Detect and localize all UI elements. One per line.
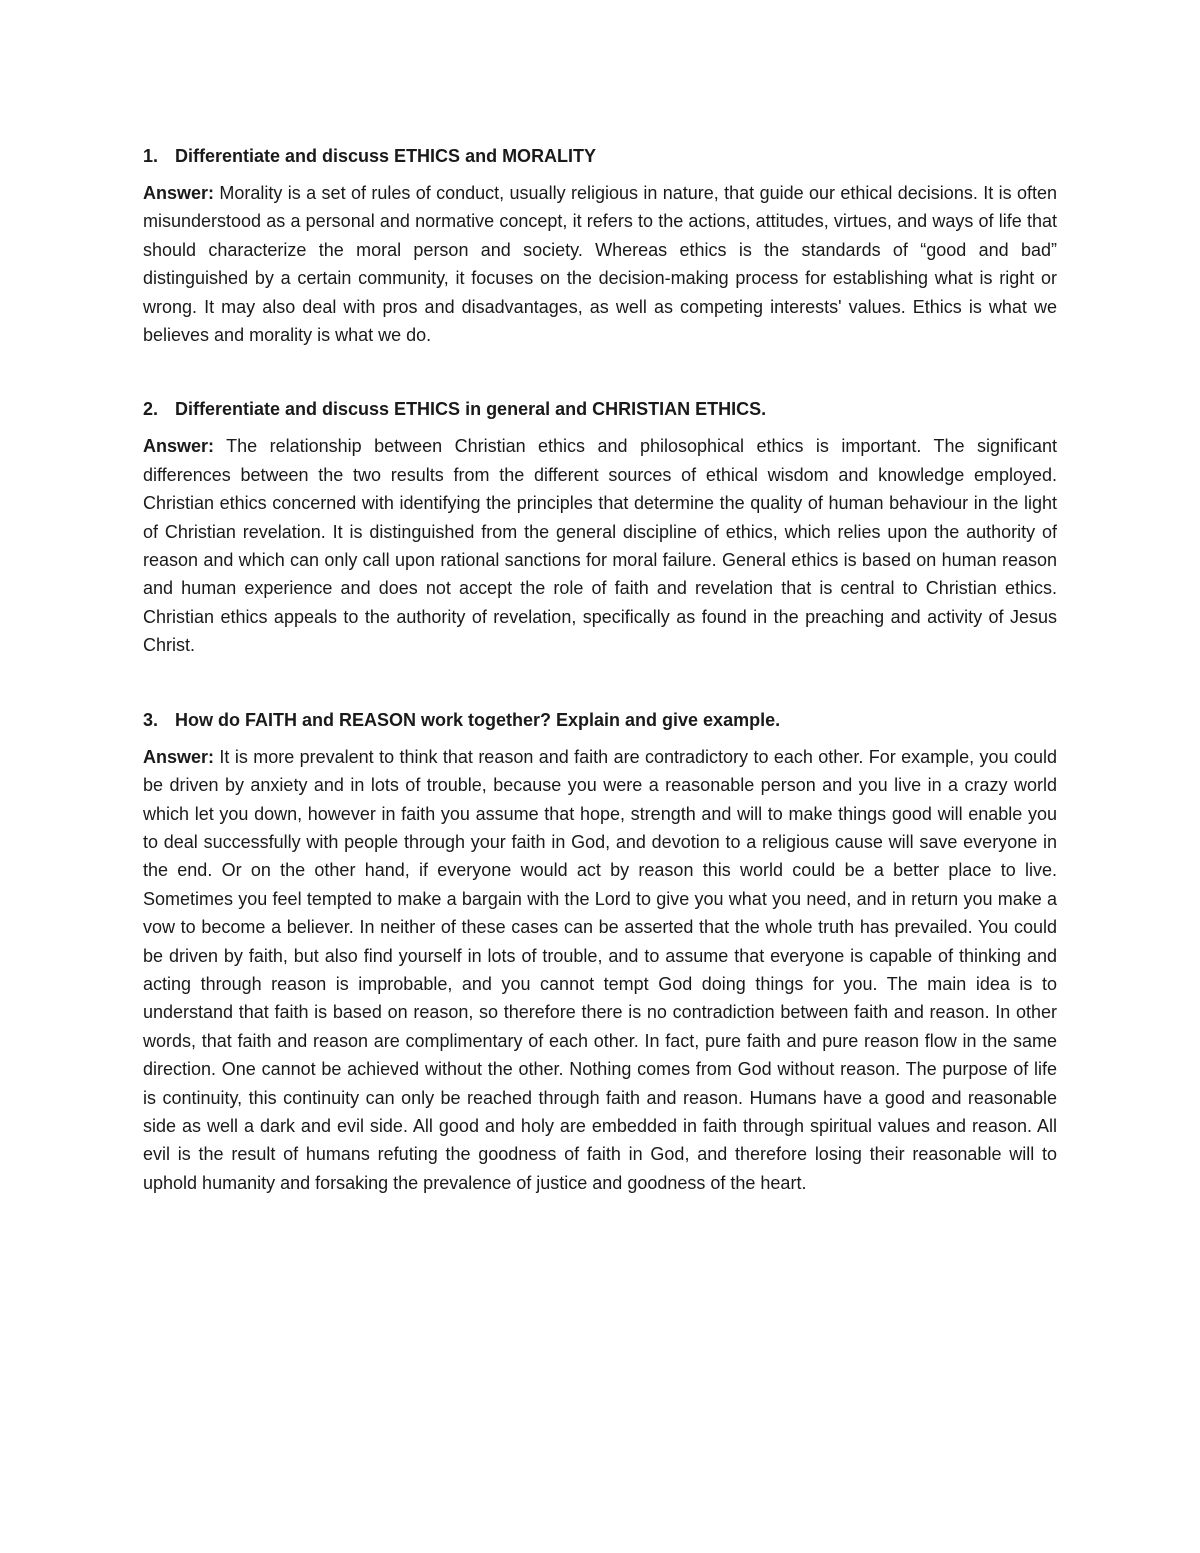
question-heading <box>143 142 1057 170</box>
answer-text: The relationship between Christian ethics and philosophical ethics is important. The significant differences between the two results from the different sources of ethical wisdom and knowledge employed. Christian ethics concerned with identifying the principles that determine the quality of human behaviour in the light of Christian revelation. It is distinguished from the general discipline of ethics, which relies upon the authority of reason and which can only call upon rational sanctions for moral failure. General ethics is based on human reason and human experience and does not accept the role of faith and revelation that is central to Christian ethics. Christian ethics appeals to the authority of revelation, specifically as found in the preaching and activity of Jesus Christ. <box>143 436 1057 656</box>
answer-text: Morality is a set of rules of conduct, usually religious in nature, that guide our ethical decisions. It is often misunderstood as a personal and normative concept, it refers to the actions, attitudes, virtues, and ways of life that should characterize the moral person and society. Whereas ethics is the standards of “good and bad” distinguished by a certain community, it focuses on the decision-making process for establishing what is right or wrong. It may also deal with pros and disadvantages, as well as competing interests' values. Ethics is what we believes and morality is what we do. <box>143 183 1057 346</box>
question-heading <box>143 706 1057 734</box>
question-text: Differentiate and discuss ETHICS in general and CHRISTIAN ETHICS. <box>175 399 767 420</box>
question-number: 2. <box>143 399 159 420</box>
answer-label: Answer: <box>143 746 215 767</box>
answer-paragraph <box>143 743 1057 1198</box>
answer-paragraph <box>143 179 1057 349</box>
document-page <box>143 142 1057 1197</box>
question-number: 3. <box>143 709 159 730</box>
answer-label: Answer: <box>143 183 215 203</box>
answer-label: Answer: <box>143 436 215 457</box>
question-heading <box>143 395 1057 423</box>
question-block-3 <box>143 706 1057 1198</box>
answer-paragraph <box>143 432 1057 659</box>
question-block-1 <box>143 142 1057 349</box>
question-number: 1. <box>143 146 159 166</box>
question-text: How do FAITH and REASON work together? Explain and give example. <box>175 709 781 730</box>
question-text: Differentiate and discuss ETHICS and MORALITY <box>175 146 597 166</box>
question-block-2 <box>143 395 1057 659</box>
answer-text: It is more prevalent to think that reason and faith are contradictory to each other. For example, you could be driven by anxiety and in lots of trouble, because you were a reasonable person and you live in a crazy world which let you down, however in faith you assume that hope, strength and will to make things good will enable you to deal successfully with people through your faith in God, and devotion to a religious cause will save everyone in the end. Or on the other hand, if everyone would act by reason this world could be a better place to live. Sometimes you feel tempted to make a bargain with the Lord to give you what you need, and in return you make a vow to become a believer. In neither of these cases can be asserted that the whole truth has prevailed. You could be driven by faith, but also find yourself in lots of trouble, and to assume that everyone is capable of thinking and acting through reason is improbable, and you cannot tempt God doing things for you. The main idea is to understand that faith is based on reason, so therefore there is no contradiction between faith and reason. In other words, that faith and reason are complimentary of each other. In fact, pure faith and pure reason flow in the same direction. One cannot be achieved without the other. Nothing comes from God without reason. The purpose of life is continuity, this continuity can only be reached through faith and reason. Humans have a good and reasonable side as well a dark and evil side. All good and holy are embedded in faith through spiritual values and reason. All evil is the result of humans refuting the goodness of faith in God, and therefore losing their reasonable will to uphold humanity and forsaking the prevalence of justice and goodness of the heart. <box>143 746 1057 1193</box>
